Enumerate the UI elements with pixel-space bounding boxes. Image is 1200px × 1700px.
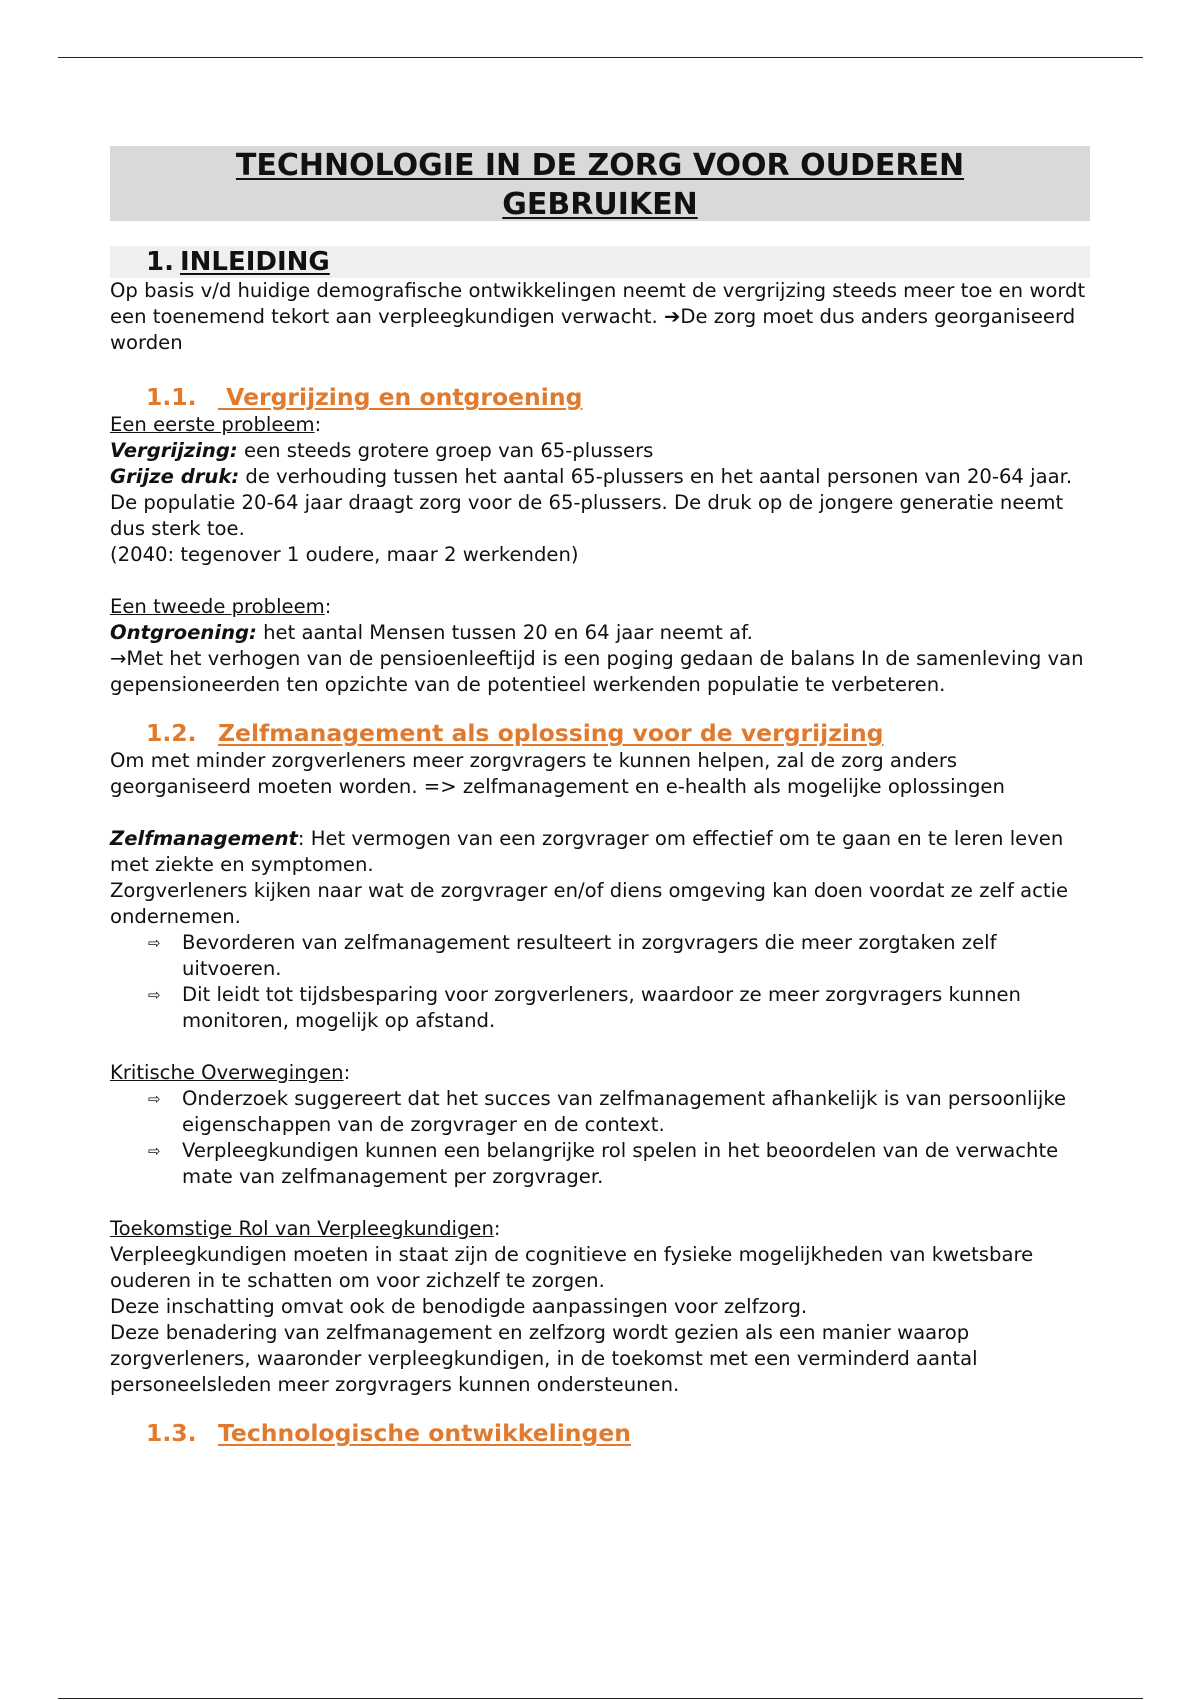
heading-text: INLEIDING bbox=[179, 247, 330, 277]
heading-number: 1.2. bbox=[146, 719, 197, 747]
intro-paragraph: Op basis v/d huidige demografische ontwikkelingen neemt de vergrijzing steeds meer toe en wordt een toenemend tekort aan verpleegkundigen verwacht. ➔De zorg moet dus anders georganiseerd worden bbox=[110, 279, 1086, 354]
list-item: ⇨ Dit leidt tot tijdsbesparing voor zorgverleners, waardoor ze meer zorgvragers kunnen monitoren, mogelijk op afstand. bbox=[148, 983, 1021, 1032]
toekomst-p1: Verpleegkundigen moeten in staat zijn de cognitieve en fysieke mogelijkheden van kwetsbare ouderen in te schatten om voor zichzelf te zorgen. bbox=[110, 1243, 1034, 1292]
heading-inleiding bbox=[110, 246, 1090, 278]
ontgroening-def: Ontgroening: het aantal Mensen tussen 20 en 64 jaar neemt af. bbox=[110, 621, 753, 644]
heading-number: 1.1. bbox=[146, 383, 197, 411]
arrow-bullet-icon: ⇨ bbox=[148, 1142, 161, 1160]
kritisch-bullet-list bbox=[110, 1086, 1090, 1190]
list-item: ⇨ Verpleegkundigen kunnen een belangrijke rol spelen in het beoordelen van de verwachte mate van zelfmanagement per zorgvrager. bbox=[148, 1139, 1059, 1188]
document-body bbox=[110, 146, 1090, 1448]
heading-technologie bbox=[110, 1418, 1090, 1448]
footer-rule bbox=[58, 1698, 1143, 1699]
problem1-label: Een eerste probleem: bbox=[110, 413, 322, 436]
document-title bbox=[110, 146, 1090, 221]
heading-text: Zelfmanagement als oplossing voor de vergrijzing bbox=[218, 719, 884, 747]
list-item: ⇨ Bevorderen van zelfmanagement resulteert in zorgvragers die meer zorgtaken zelf uitvoeren. bbox=[148, 931, 997, 980]
pension-paragraph: →Met het verhogen van de pensioenleeftijd is een poging gedaan de balans In de samenleving van gepensioneerden ten opzichte van de potentieel werkenden populatie te verbeteren. bbox=[110, 647, 1084, 696]
zorgverleners-paragraph: Zorgverleners kijken naar wat de zorgvrager en/of diens omgeving kan doen voordat ze zelf actie ondernemen. bbox=[110, 879, 1069, 928]
toekomst-p3: Deze benadering van zelfmanagement en zelfzorg wordt gezien als een manier waarop zorgverleners, waaronder verpleegkundigen, in de toekomst met een verminderd aantal personeelsleden meer zorgvragers kunnen ondersteunen. bbox=[110, 1321, 978, 1396]
note-2040: (2040: tegenover 1 oudere, maar 2 werkenden) bbox=[110, 543, 579, 566]
kritisch-label: Kritische Overwegingen: bbox=[110, 1061, 351, 1084]
toekomst-p2: Deze inschatting omvat ook de benodigde aanpassingen voor zelfzorg. bbox=[110, 1295, 808, 1318]
title-line-1: TECHNOLOGIE IN DE ZORG VOOR OUDEREN bbox=[235, 148, 965, 183]
toekomst-label: Toekomstige Rol van Verpleegkundigen: bbox=[110, 1217, 501, 1240]
heading-text: Vergrijzing en ontgroening bbox=[218, 383, 583, 411]
problem2-label: Een tweede probleem: bbox=[110, 595, 332, 618]
heading-number: 1.3. bbox=[146, 1419, 197, 1447]
list-item: ⇨ Onderzoek suggereert dat het succes van zelfmanagement afhankelijk is van persoonlijke eigenschappen van de zorgvrager en de context. bbox=[148, 1087, 1067, 1136]
heading-zelfmanagement bbox=[110, 718, 1090, 748]
zm-bullet-list bbox=[110, 930, 1090, 1034]
zm-intro: Om met minder zorgverleners meer zorgvragers te kunnen helpen, zal de zorg anders georganiseerd moeten worden. => zelfmanagement en e-health als mogelijke oplossingen bbox=[110, 749, 1005, 798]
grijze-druk-def: Grijze druk: de verhouding tussen het aantal 65-plussers en het aantal personen van 20-64 jaar. De populatie 20-64 jaar draagt zorg voor de 65-plussers. De druk op de jongere generatie neemt dus sterk toe. bbox=[110, 465, 1073, 540]
arrow-bullet-icon: ⇨ bbox=[148, 986, 161, 1004]
arrow-bullet-icon: ⇨ bbox=[148, 934, 161, 952]
title-line-2: GEBRUIKEN bbox=[502, 187, 698, 222]
arrow-bullet-icon: ⇨ bbox=[148, 1090, 161, 1108]
zm-definition: Zelfmanagement: Het vermogen van een zorgvrager om effectief om te gaan en te leren leven met ziekte en symptomen. bbox=[110, 827, 1064, 876]
heading-number: 1. bbox=[146, 247, 174, 277]
vergrijzing-def: Vergrijzing: een steeds grotere groep van 65-plussers bbox=[110, 439, 654, 462]
heading-vergrijzing bbox=[110, 382, 1090, 412]
header-rule bbox=[58, 57, 1143, 58]
heading-text: Technologische ontwikkelingen bbox=[218, 1419, 631, 1447]
